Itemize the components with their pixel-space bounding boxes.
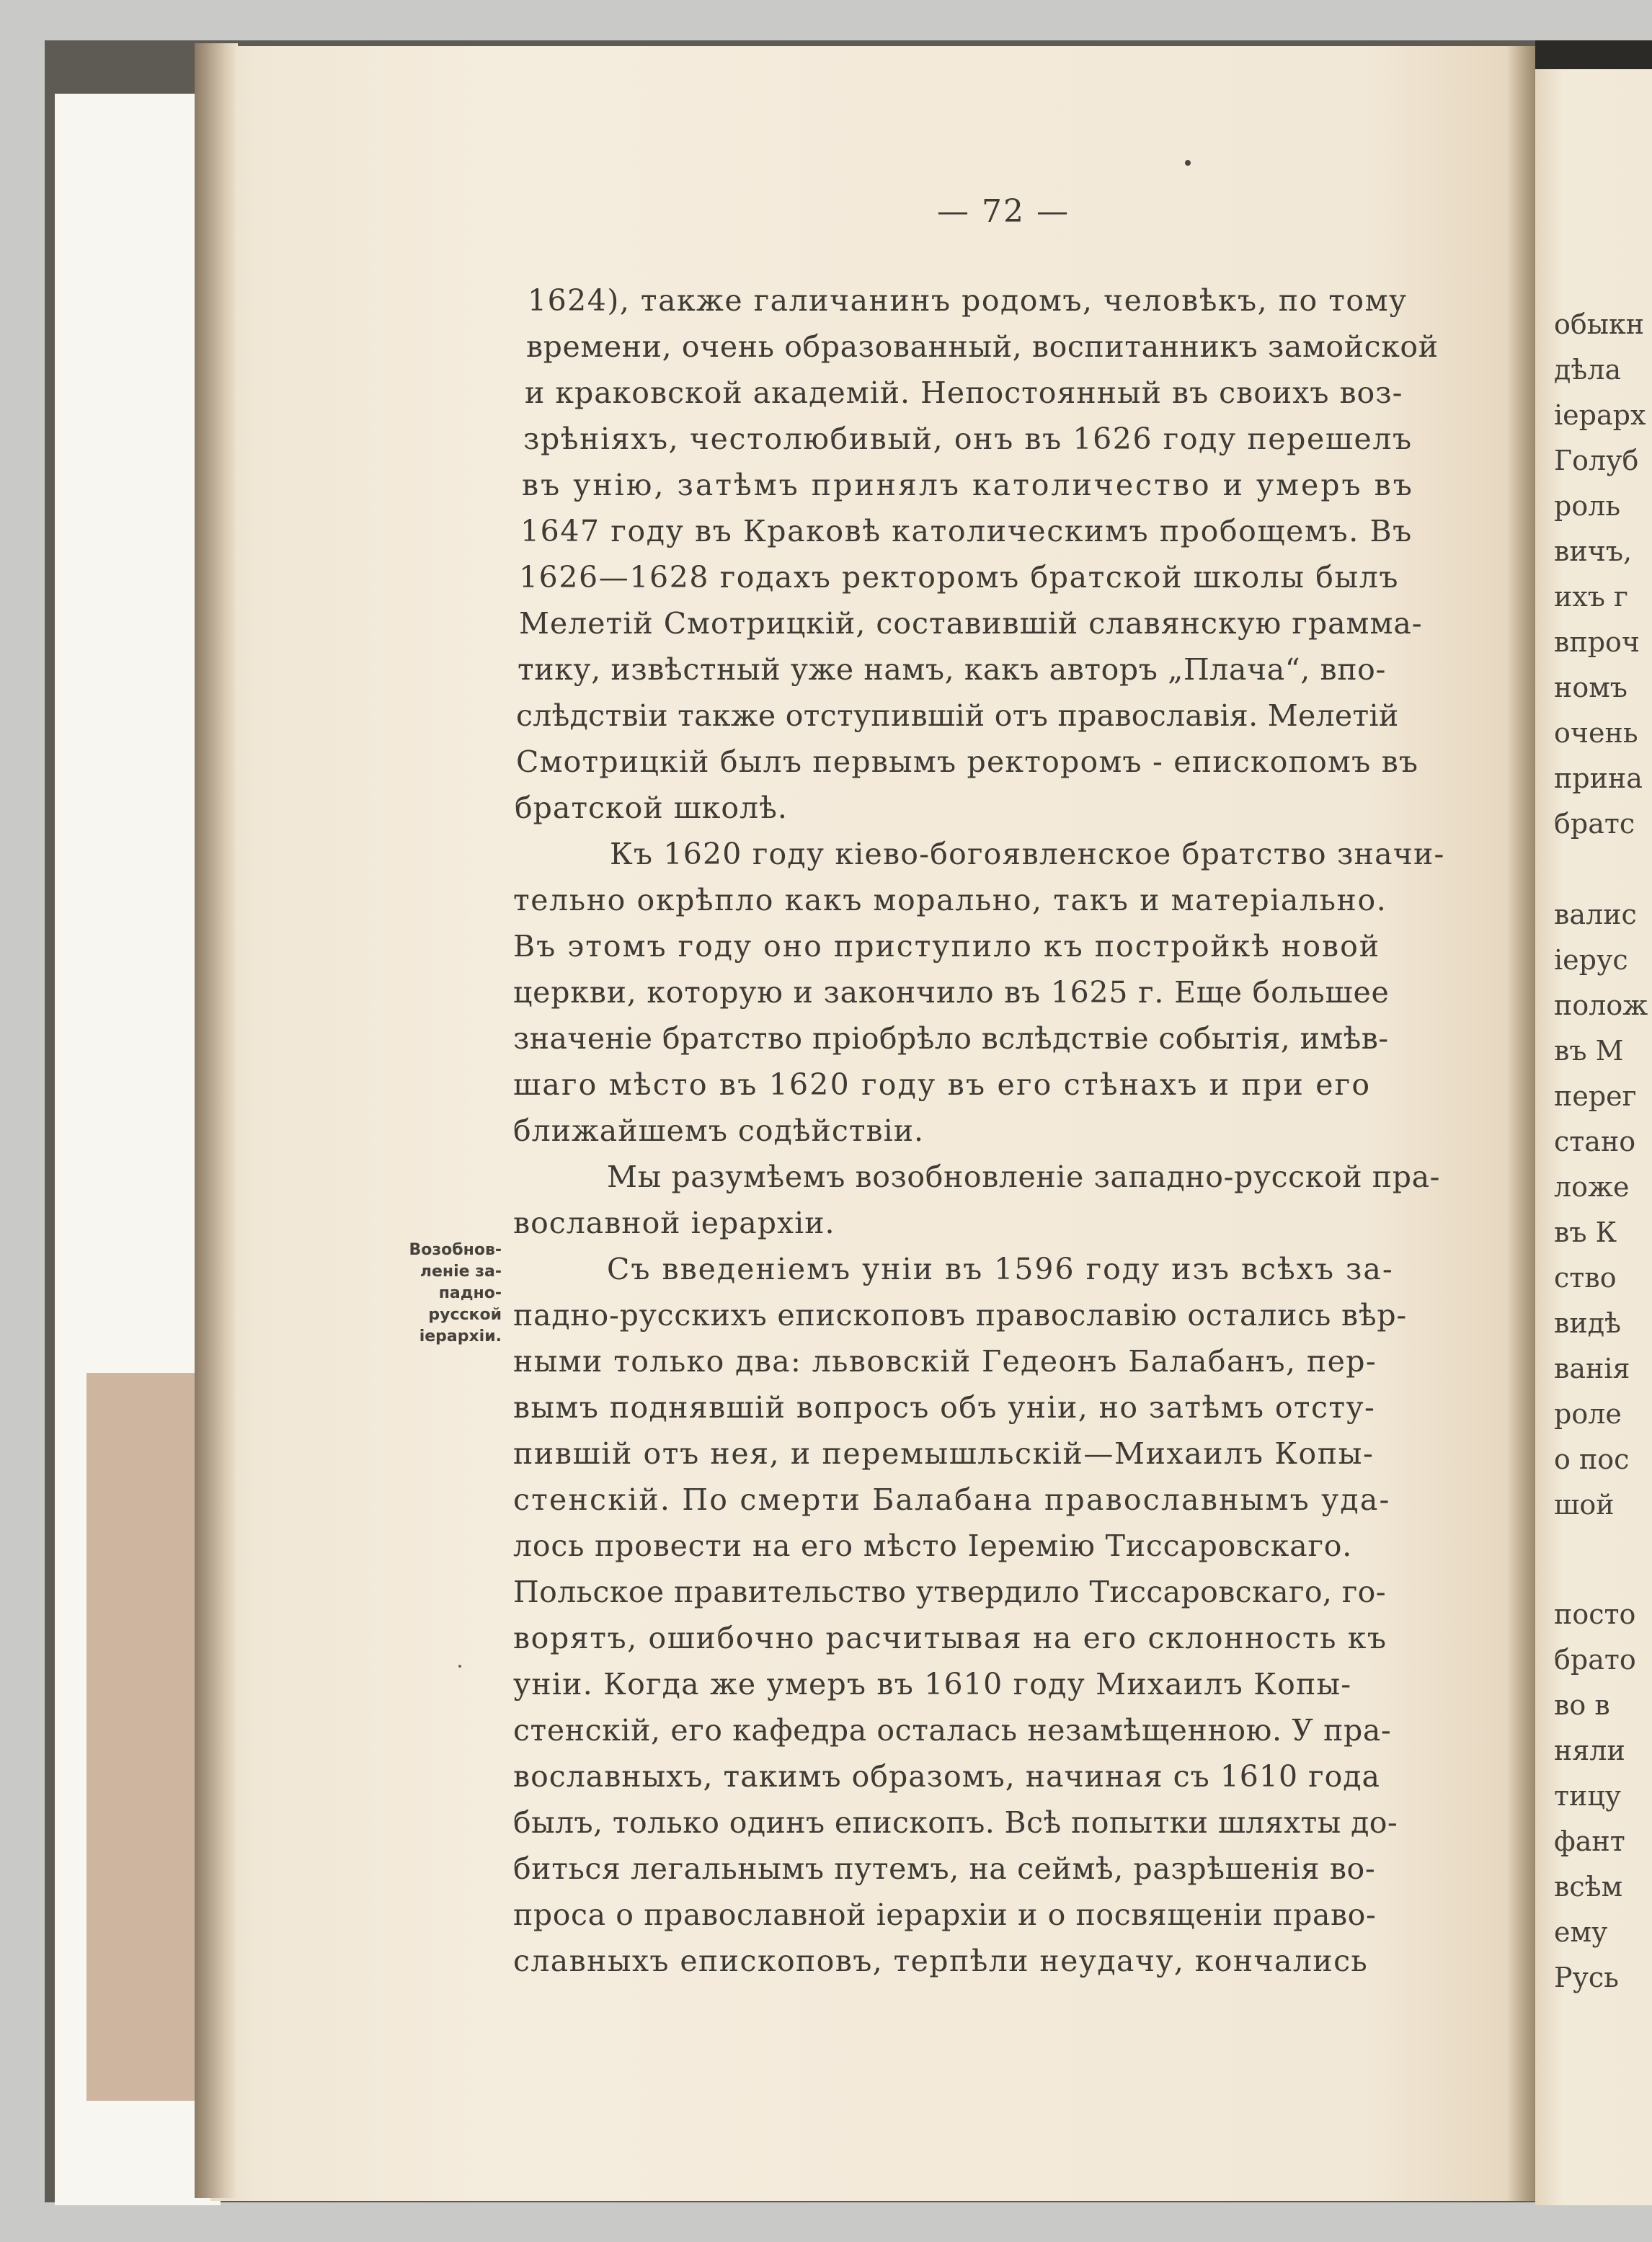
text-line: проса о православной іерархіи и о посвященіи право-	[513, 1898, 1377, 1932]
next-page-line: Голуб	[1554, 445, 1639, 476]
text-line: 1626—1628 годахъ ректоромъ братской школы былъ	[519, 560, 1400, 595]
text-line: Польское правительство утвердило Тиссаровскаго, го-	[513, 1575, 1387, 1609]
next-page-line: о пос	[1554, 1443, 1630, 1475]
next-page-line: іерарх	[1554, 399, 1646, 431]
text-line: пившій отъ нея, и перемышльскій—Михаилъ Копы-	[513, 1436, 1375, 1471]
next-page-line: іерус	[1554, 944, 1628, 976]
next-page-line: роль	[1554, 490, 1621, 522]
next-page-line: номъ	[1554, 672, 1627, 703]
next-page-line: ство	[1554, 1262, 1617, 1294]
text-line: биться легальнымъ путемъ, на сеймѣ, разрѣшенія во-	[513, 1851, 1376, 1886]
next-page-line: въ К	[1554, 1216, 1617, 1248]
text-line: Смотрицкій былъ первымъ ректоромъ - епископомъ въ	[516, 744, 1419, 779]
ink-speck	[458, 1665, 461, 1668]
text-line: стенскій, его кафедра осталась незамѣщенною. У пра-	[513, 1713, 1392, 1748]
next-page-line: видѣ	[1554, 1307, 1622, 1339]
text-line: вославныхъ, такимъ образомъ, начиная съ 1610 года	[513, 1759, 1380, 1794]
next-page-line: Русь	[1554, 1962, 1619, 1993]
marginal-note-line: русской	[428, 1306, 502, 1324]
text-line: 1647 году въ Краковѣ католическимъ пробощемъ. Въ	[520, 514, 1413, 548]
text-line: зрѣніяхъ, честолюбивый, онъ въ 1626 году перешелъ	[523, 422, 1413, 456]
text-line: Мелетій Смотрицкій, составившій славянскую грамма-	[519, 606, 1423, 641]
marginal-note-line: Возобнов-	[409, 1241, 502, 1259]
text-line: 1624), также галичанинъ родомъ, человѣкъ, по тому	[528, 283, 1408, 318]
next-page-line: ему	[1554, 1916, 1608, 1948]
next-page-line: шой	[1554, 1489, 1615, 1521]
marginal-note-line: леніе за-	[419, 1263, 502, 1281]
text-line: ными только два: львовскій Гедеонъ Балабанъ, пер-	[513, 1344, 1377, 1379]
text-line: тику, извѣстный уже намъ, какъ авторъ „Плача“, впо-	[518, 652, 1386, 687]
next-page-line: ихъ г	[1554, 581, 1628, 613]
next-page-line: братс	[1554, 808, 1635, 840]
text-line: ближайшемъ содѣйствіи.	[513, 1113, 925, 1148]
text-line: вымъ поднявшій вопросъ объ уніи, но затѣмъ отсту-	[513, 1390, 1376, 1425]
next-page-line: брато	[1554, 1644, 1636, 1676]
next-page-line: дѣла	[1554, 354, 1622, 386]
text-line: шаго мѣсто въ 1620 году въ его стѣнахъ и при его	[513, 1067, 1372, 1102]
marginal-note-line: іерархіи.	[419, 1327, 502, 1345]
next-page-line: тицу	[1554, 1780, 1622, 1812]
text-line: времени, очень образованный, воспитанникъ замойской	[526, 329, 1439, 364]
text-line: былъ, только одинъ епископъ. Всѣ попытки шляхты до-	[513, 1805, 1398, 1840]
text-line: и краковской академій. Непостоянный въ своихъ воз-	[525, 375, 1403, 410]
next-page-line: прина	[1554, 762, 1643, 794]
next-page-line: очень	[1554, 717, 1638, 749]
next-page-line: обыкн	[1554, 308, 1645, 340]
text-line: значеніе братство пріобрѣло вслѣдствіе событія, имѣв-	[513, 1021, 1389, 1056]
next-page-line: ложе	[1554, 1171, 1630, 1203]
next-page-line: во в	[1554, 1689, 1610, 1721]
ink-speck	[1185, 160, 1191, 166]
text-line: слѣдствіи также отступившій отъ православія. Мелетій	[516, 698, 1399, 733]
next-page-line: впроч	[1554, 626, 1640, 658]
marginal-note-line: падно-	[438, 1284, 502, 1302]
next-page-line: въ М	[1554, 1035, 1624, 1067]
text-line: ворятъ, ошибочно расчитывая на его склонность къ	[513, 1621, 1387, 1655]
scan-color-strip	[86, 1373, 195, 2101]
next-page-line: посто	[1554, 1598, 1636, 1630]
book-spine-shadow	[195, 43, 238, 2198]
next-page-line: стано	[1554, 1126, 1636, 1157]
next-page-line: фант	[1554, 1825, 1625, 1857]
text-line: тельно окрѣпло какъ морально, такъ и матеріально.	[513, 883, 1387, 917]
scan-corner-dark	[1535, 40, 1652, 69]
text-line: уніи. Когда же умеръ въ 1610 году Михаилъ Копы-	[513, 1667, 1352, 1701]
text-line: вославной іерархіи.	[513, 1206, 835, 1240]
text-line: лось провести на его мѣсто Іеремію Тиссаровскаго.	[513, 1529, 1353, 1563]
page-gutter-shadow	[1506, 46, 1535, 2201]
text-line: Въ этомъ году оно приступило къ постройкѣ новой	[513, 929, 1381, 964]
text-line: въ унію, затѣмъ принялъ католичество и умеръ въ	[522, 468, 1414, 502]
next-page-line: няли	[1554, 1735, 1625, 1766]
next-page-line: перег	[1554, 1080, 1637, 1112]
text-line: славныхъ епископовъ, терпѣли неудачу, кончались	[513, 1944, 1369, 1978]
text-line: стенскій. По смерти Балабана православнымъ уда-	[513, 1482, 1391, 1517]
text-line: братской школѣ.	[515, 791, 788, 825]
next-page-line: роле	[1554, 1398, 1622, 1430]
next-page-line: всѣм	[1554, 1871, 1623, 1903]
next-page-line: валис	[1554, 899, 1637, 930]
text-line: Къ 1620 году кіево-богоявленское братство значи-	[610, 837, 1445, 871]
next-page-line: вичъ,	[1554, 535, 1633, 567]
next-page-fragment	[1535, 50, 1652, 2205]
text-line: Съ введеніемъ уніи въ 1596 году изъ всѣхъ за-	[607, 1252, 1394, 1286]
text-line: падно-русскихъ епископовъ православію остались вѣр-	[513, 1298, 1408, 1333]
page-number: — 72 —	[937, 193, 1070, 230]
text-line: церкви, которую и закончило въ 1625 г. Еще большее	[513, 975, 1390, 1010]
next-page-line: ванія	[1554, 1353, 1630, 1384]
text-line: Мы разумѣемъ возобновленіе западно-русской пра-	[607, 1160, 1441, 1194]
next-page-line: полож	[1554, 989, 1648, 1021]
